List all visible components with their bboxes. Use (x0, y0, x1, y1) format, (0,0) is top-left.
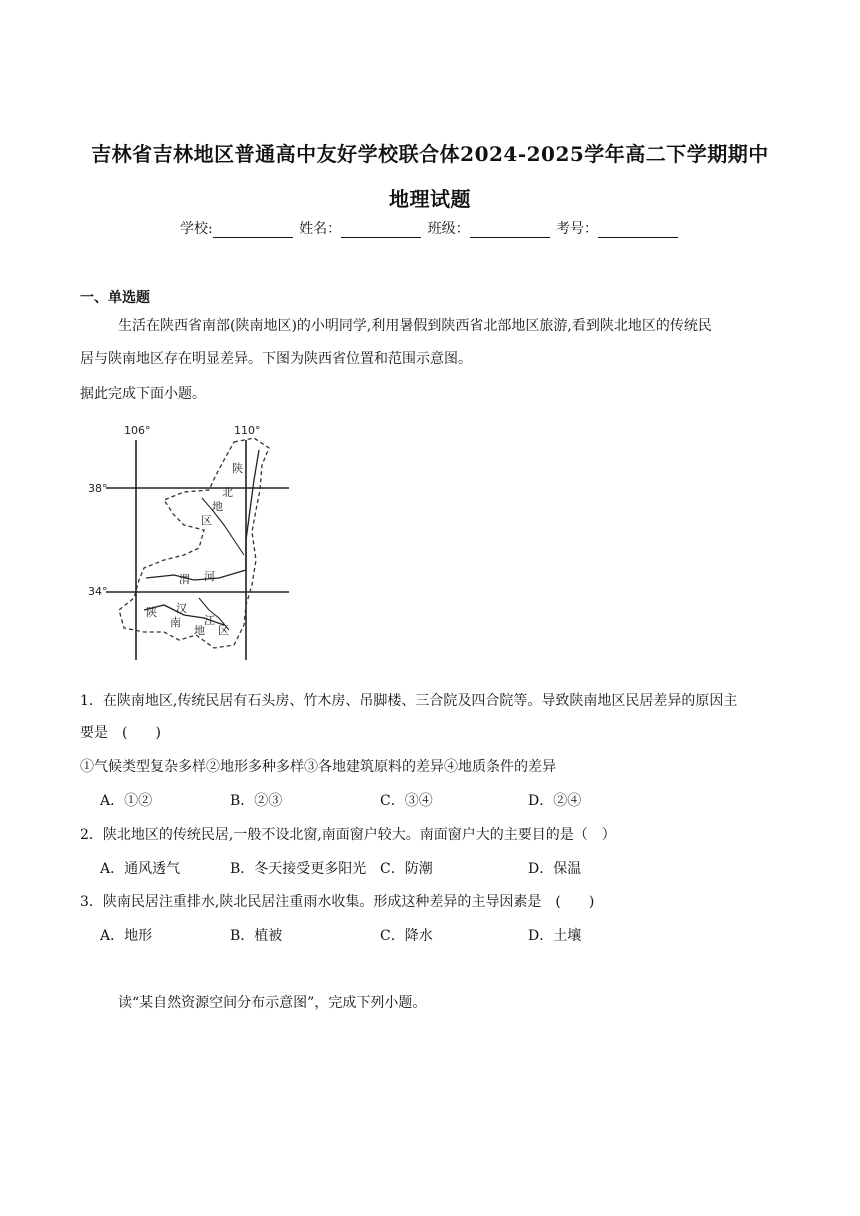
q2-option-b[interactable]: B．冬天接受更多阳光 (230, 861, 367, 877)
map-label-10: 地 (194, 624, 205, 637)
lat-34-label: 34° (88, 585, 108, 598)
map-label-4: 区 (201, 514, 212, 527)
map-label-12: 区 (218, 624, 229, 637)
name-blank[interactable] (341, 223, 421, 238)
class-blank[interactable] (470, 223, 550, 238)
intro2-line: 读“某自然资源空间分布示意图”，完成下列小题。 (118, 995, 427, 1011)
school-label: 学校: (179, 221, 213, 237)
q1-stem-line1: 1．在陕南地区,传统民居有石头房、竹木房、吊脚楼、三合院及四合院等。导致陕南地区民居差异的原因主 (80, 693, 738, 709)
school-blank[interactable] (213, 223, 293, 238)
q2-option-a[interactable]: A．通风透气 (100, 861, 181, 877)
name-label: 姓名： (299, 221, 342, 237)
exam-no-label: 考号： (556, 221, 599, 237)
class-label: 班级： (427, 221, 470, 237)
exam-no-blank[interactable] (598, 223, 678, 238)
q1-option-d[interactable]: D．②④ (528, 793, 582, 809)
map-label-11: 江 (204, 614, 215, 627)
q3-option-b[interactable]: B．植被 (230, 928, 283, 944)
map-label-7: 陕 (146, 606, 157, 619)
q1-option-b[interactable]: B．②③ (230, 793, 283, 809)
q1-stem-line2: 要是 ( ) (80, 725, 161, 741)
q3-option-a[interactable]: A．地形 (100, 928, 153, 944)
q3-option-c[interactable]: C．降水 (380, 928, 433, 944)
q2-stem-line1: 2．陕北地区的传统民居,一般不设北窗,南面窗户较大。南面窗户大的主要目的是（ ） (80, 827, 616, 843)
map-label-6: 河 (204, 570, 215, 583)
map-label-5: 渭 (179, 573, 190, 586)
document-title-line2: 地理试题 (389, 187, 471, 211)
q3-option-d[interactable]: D．土壤 (528, 928, 582, 944)
student-info-line (0, 218, 860, 238)
intro1-line1: 生活在陕西省南部(陕南地区)的小明同学,利用暑假到陕西省北部地区旅游,看到陕北地区的传统民 (118, 318, 712, 334)
q1-option-a[interactable]: A．①② (100, 793, 153, 809)
map-label-9: 南 (170, 616, 181, 629)
yellow-river (246, 450, 259, 570)
q3-stem-line1: 3．陕南民居注重排水,陕北民居注重雨水收集。形成这种差异的主导因素是 ( ) (80, 894, 595, 910)
lat-38-label: 38° (88, 482, 108, 495)
lon-106-label: 106° (124, 424, 151, 437)
q2-option-d[interactable]: D．保温 (528, 861, 582, 877)
lon-110-label: 110° (234, 424, 261, 437)
q1-option-c[interactable]: C．③④ (380, 793, 433, 809)
document-title-line1: 吉林省吉林地区普通高中友好学校联合体2024-2025学年高二下学期期中 (91, 142, 769, 166)
intro1-line2: 居与陕南地区存在明显差异。下图为陕西省位置和范围示意图。 (80, 351, 472, 367)
section-heading: 一、单选题 (80, 290, 150, 306)
q1-stem-line3: ①气候类型复杂多样②地形多种多样③各地建筑原料的差异④地质条件的差异 (80, 759, 556, 775)
map-label-3: 地 (212, 500, 223, 513)
shaanxi-map (84, 420, 294, 665)
q2-option-c[interactable]: C．防潮 (380, 861, 433, 877)
intro1-line3: 据此完成下面小题。 (80, 386, 206, 402)
wei-river (146, 570, 246, 580)
map-label-8: 汉 (176, 602, 187, 615)
map-label-1: 陕 (232, 462, 243, 475)
map-label-2: 北 (222, 486, 233, 499)
